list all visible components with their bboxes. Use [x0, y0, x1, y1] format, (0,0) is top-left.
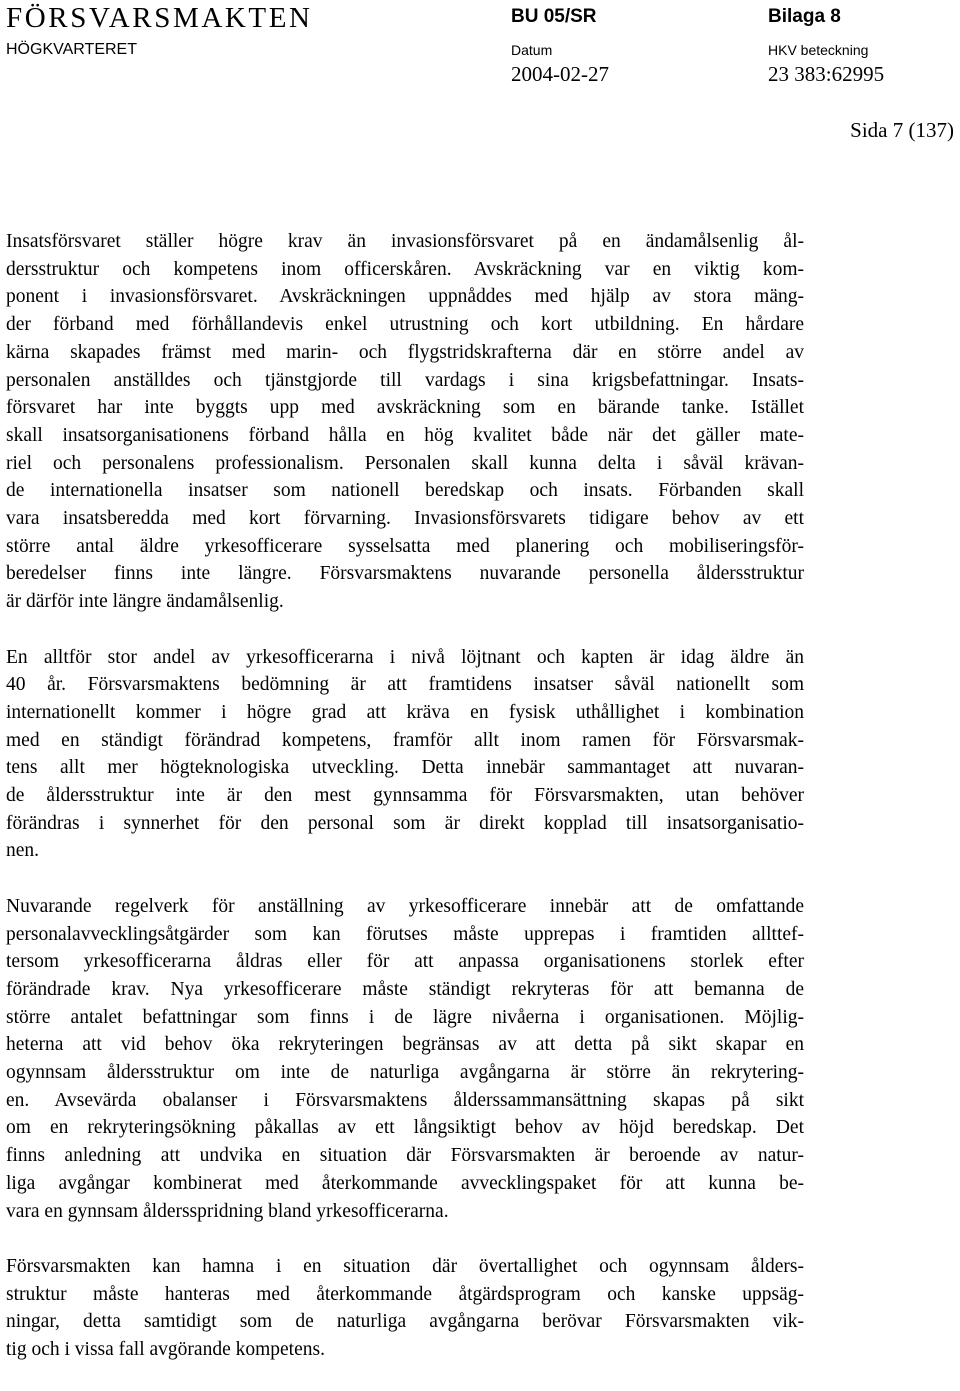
text-line: beredelser finns inte längre. Försvarsmaktens nuvarande personella åldersstruktur: [6, 563, 804, 585]
text-line: liga avgångar kombinerat med återkommande avvecklingspaket för att kunna be-: [6, 1172, 804, 1194]
date-value: 2004-02-27: [511, 62, 609, 86]
paragraph: [6, 228, 804, 616]
text-line: ningar, detta samtidigt som de naturliga avgångarna berövar Försvarsmakten vik-: [6, 1311, 804, 1333]
text-line: personalen anställdes och tjänstgjorde till vardags i sina krigsbefattningar. Insats-: [6, 369, 804, 391]
text-line: heterna att vid behov öka rekryteringen begränsas av att detta på sikt skapar en: [6, 1034, 804, 1056]
document-body: [6, 228, 804, 1391]
reference-value: 23 383:62995: [768, 62, 885, 86]
paragraph: [6, 1253, 804, 1364]
text-line: vara insatsberedda med kort förvarning. Invasionsförsvarets tidigare behov av ett: [6, 508, 804, 530]
text-line: Insatsförsvaret ställer högre krav än invasionsförsvaret på en ändamålsenlig ål-: [6, 231, 804, 252]
document-number: BU 05/SR: [511, 6, 597, 27]
text-line: kärna skapades främst med marin- och flygstridskrafterna där en större andel av: [6, 341, 804, 363]
paragraph: [6, 644, 804, 866]
text-line: större antalet befattningar som finns i de lägre nivåerna i organisationen. Möjlig-: [6, 1006, 804, 1028]
text-line: ogynnsam åldersstruktur om inte de naturliga avgångarna är större än rekrytering-: [6, 1062, 804, 1084]
text-line: försvaret har inte byggts upp med avskräckning som en bärande tanke. Istället: [6, 397, 804, 419]
attachment-label: Bilaga 8: [768, 6, 841, 27]
text-line: struktur måste hanteras med återkommande åtgärdsprogram och kanske uppsäg-: [6, 1283, 804, 1305]
text-line: förändrade krav. Nya yrkesofficerare måste ständigt rekryteras för att bemanna de: [6, 978, 804, 1000]
text-line: personalavvecklingsåtgärder som kan förutses måste upprepas i framtiden allttef-: [6, 923, 804, 945]
text-line: dersstruktur och kompetens inom officerskåren. Avskräckning var en viktig kom-: [6, 258, 804, 280]
text-line: större antal äldre yrkesofficerare sysselsatta med planering och mobiliseringsför-: [6, 535, 804, 557]
text-line: Försvarsmakten kan hamna i en situation där övertallighet och ogynnsam ålders-: [6, 1255, 804, 1277]
paragraph: [6, 893, 804, 1225]
organization-unit: HÖGKVARTERET: [6, 41, 137, 58]
date-label: Datum: [511, 42, 553, 58]
text-line: tig och i vissa fall avgörande kompetens.: [6, 1339, 325, 1361]
text-line: om en rekryteringsökning påkallas av ett långsiktigt behov av höjd beredskap. Det: [6, 1117, 804, 1139]
text-line: vara en gynnsam åldersspridning bland yrkesofficerarna.: [6, 1200, 449, 1222]
text-line: de åldersstruktur inte är den mest gynnsamma för Försvarsmakten, utan behöver: [6, 785, 804, 807]
page-number: Sida 7 (137): [850, 118, 954, 142]
text-line: förändras i synnerhet för den personal som är direkt kopplad till insatsorganisatio-: [6, 812, 804, 834]
text-line: är därför inte längre ändamålsenlig.: [6, 591, 284, 613]
text-line: der förband med förhållandevis enkel utrustning och kort utbildning. En hårdare: [6, 314, 804, 336]
text-line: skall insatsorganisationens förband hålla en hög kvalitet både när det gäller mate-: [6, 424, 804, 446]
text-line: ponent i invasionsförsvaret. Avskräckningen uppnåddes med hjälp av stora mäng-: [6, 286, 804, 308]
text-line: tens allt mer högteknologiska utveckling. Detta innebär sammantaget att nuvaran-: [6, 757, 804, 779]
reference-label: HKV beteckning: [768, 42, 869, 58]
text-line: 40 år. Försvarsmaktens bedömning är att framtidens insatser såväl nationellt som: [6, 674, 804, 696]
text-line: riel och personalens professionalism. Personalen skall kunna delta i såväl krävan-: [6, 452, 804, 474]
text-line: de internationella insatser som nationell beredskap och insats. Förbanden skall: [6, 480, 804, 502]
text-line: nen.: [6, 840, 40, 862]
text-line: tersom yrkesofficerarna åldras eller för att anpassa organisationens storlek efter: [6, 951, 804, 973]
text-line: Nuvarande regelverk för anställning av yrkesofficerare innebär att de omfattande: [6, 895, 804, 917]
organization-name: FÖRSVARSMAKTEN: [6, 2, 313, 34]
text-line: finns anledning att undvika en situation där Försvarsmakten är beroende av natur-: [6, 1145, 804, 1167]
text-line: med en ständigt förändrad kompetens, framför allt inom ramen för Försvarsmak-: [6, 729, 804, 751]
text-line: En alltför stor andel av yrkesofficerarna i nivå löjtnant och kapten är idag äldre än: [6, 646, 804, 668]
text-line: internationellt kommer i högre grad att kräva en fysisk uthållighet i kombination: [6, 701, 804, 723]
text-line: en. Avsevärda obalanser i Försvarsmaktens ålderssammansättning skapas på sikt: [6, 1089, 804, 1111]
